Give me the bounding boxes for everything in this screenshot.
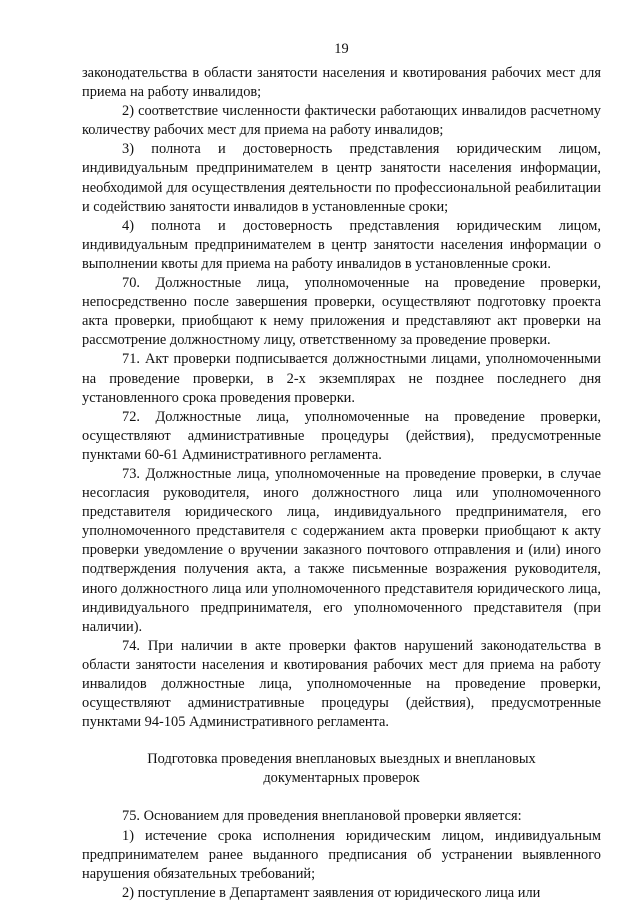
- section-heading-line: Подготовка проведения внеплановых выездных и внеплановых: [147, 751, 536, 768]
- paragraph: 2) соответствие численности фактически работающих инвалидов расчетному количеству рабочих мест для приема на работу инвалидов;: [82, 103, 601, 139]
- paragraph: 70. Должностные лица, уполномоченные на проведение проверки, непосредственно после завершения проверки, осуществляют подготовку проекта акта проверки, приобщают к нему приложения и представляют акт проверки на рассмотрение должностному лицу, ответственному за проведение проверки.: [82, 275, 601, 349]
- section-heading-line: документарных проверок: [263, 770, 420, 787]
- body-text-after: [82, 807, 601, 902]
- page-number: 19: [334, 41, 349, 57]
- paragraph: 74. При наличии в акте проверки фактов нарушений законодательства в области занятости населения и квотирования рабочих мест для приема на работу инвалидов должностные лица, уполномоченные на проведение проверки, осуществляют административные процедуры (действия), предусмотренные пунктами 94-105 Административного регламента.: [82, 637, 601, 731]
- paragraph: 4) полнота и достоверность представления юридическим лицом, индивидуальным предпринимателем в центр занятости населения информации о выполнении квоты для приема на работу инвалидов в установленные сроки.: [82, 217, 601, 272]
- paragraph: 1) истечение срока исполнения юридическим лицом, индивидуальным предпринимателем ранее выданного предписания об устранении выявленного нарушения обязательных требований;: [82, 827, 601, 882]
- paragraph: 2) поступление в Департамент заявления от юридического лица или: [122, 884, 541, 901]
- paragraph: 75. Основанием для проведения внеплановой проверки является:: [122, 808, 522, 825]
- paragraph: 72. Должностные лица, уполномоченные на проведение проверки, осуществляют административные процедуры (действия), предусмотренные пунктами 60-61 Административного регламента.: [82, 408, 601, 463]
- section-heading: [82, 750, 601, 788]
- paragraph: 71. Акт проверки подписывается должностными лицами, уполномоченными на проведение проверки, в 2-х экземплярах не позднее последнего дня установленного срока проведения проверки.: [82, 351, 601, 406]
- paragraph: 3) полнота и достоверность представления юридическим лицом, индивидуальным предпринимателем в центр занятости населения информации, необходимой для осуществления деятельности по профессиональной реабилитации и содействию занятости инвалидов в установленные сроки;: [82, 141, 601, 215]
- paragraph: законодательства в области занятости населения и квотирования рабочих мест для приема на работу инвалидов;: [82, 65, 601, 101]
- paragraph: 73. Должностные лица, уполномоченные на проведение проверки, в случае несогласия руководителя, иного должностного лица или уполномоченного представителя юридического лица, индивидуального предпринимателя, его уполномоченного представителя с содержанием акта проверки приобщают к акту проверки уведомление о вручении заказного почтового отправления и (или) иного подтверждения получения акта, а также письменные возражения руководителя, иного должностного лица или уполномоченного представителя юридического лица, индивидуального предпринимателя, его уполномоченного представителя (при наличии).: [82, 465, 601, 635]
- body-text-before: [82, 64, 601, 732]
